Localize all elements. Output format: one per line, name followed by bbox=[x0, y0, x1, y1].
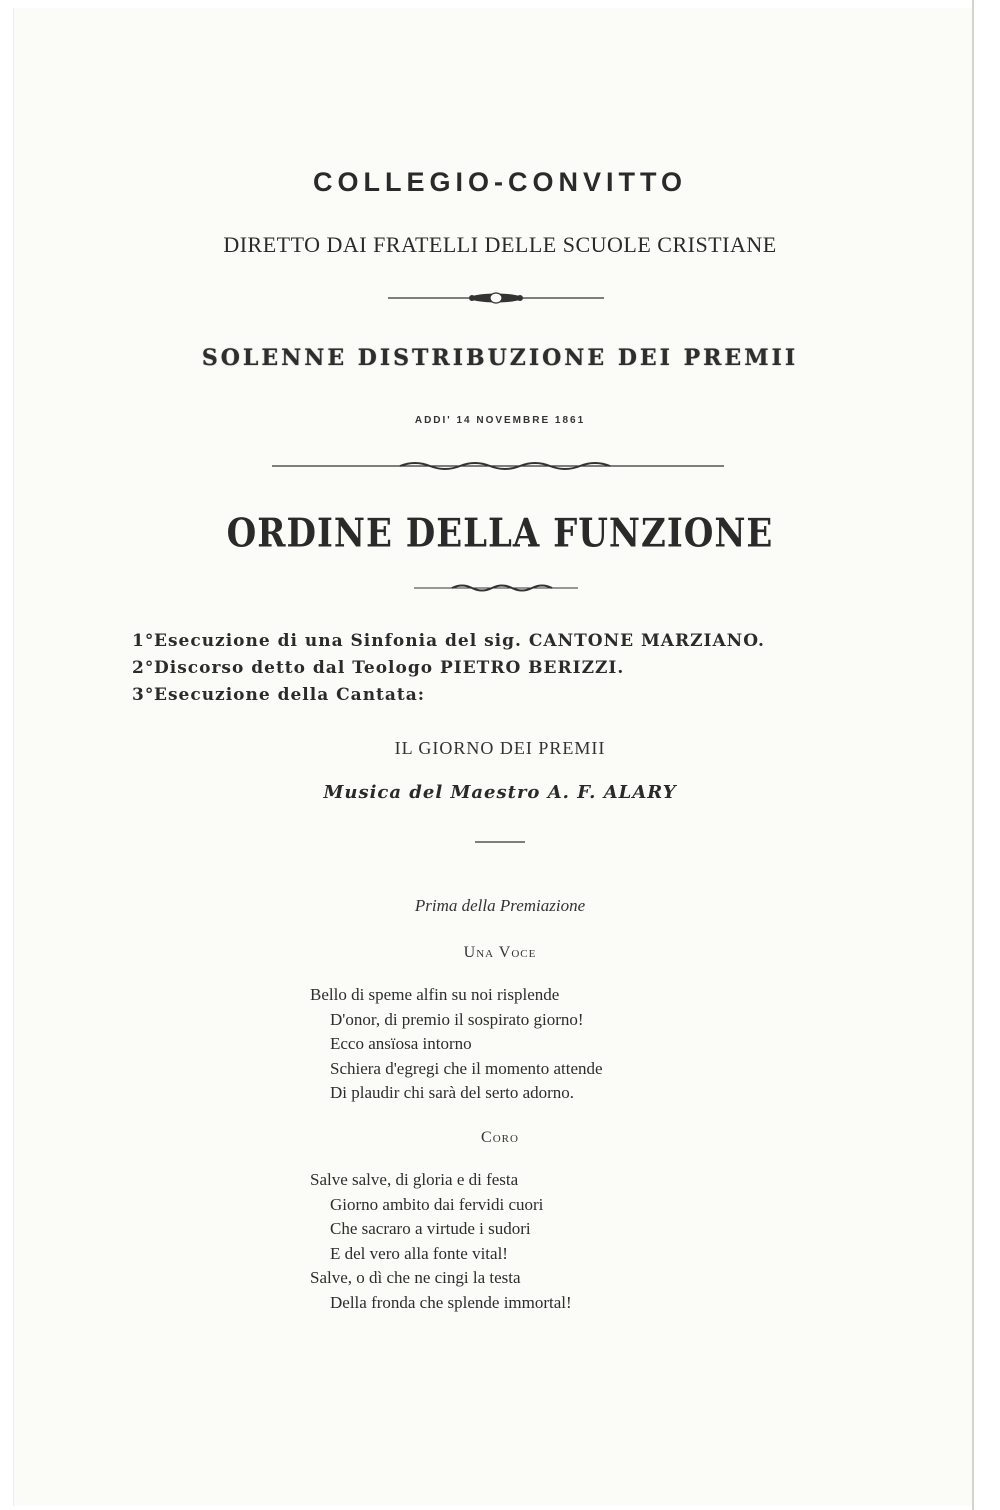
composer-credit: Musica del Maestro A. F. ALARY bbox=[323, 782, 677, 803]
program-item: 2°Discorso detto dal Teologo PIETRO BERIZZI. bbox=[132, 658, 625, 678]
verse-line: Ecco ansïosa intorno bbox=[330, 1034, 472, 1053]
program-list bbox=[132, 628, 892, 709]
verse-line: D'onor, di premio il sospirato giorno! bbox=[330, 1009, 584, 1029]
chorus-verse bbox=[310, 1168, 572, 1315]
event-title: SOLENNE DISTRIBUZIONE DEI PREMII bbox=[201, 345, 799, 371]
event-date: ADDI' 14 NOVEMBRE 1861 bbox=[414, 415, 586, 426]
verse-line: Che sacraro a virtude i sudori bbox=[330, 1219, 531, 1238]
chorus-label: Coro bbox=[481, 1129, 519, 1146]
verse-line: Salve, o dì che ne cingi la testa bbox=[310, 1268, 521, 1287]
verse-line: E del vero alla fonte vital! bbox=[330, 1243, 508, 1263]
institution-title: COLLEGIO-CONVITTO bbox=[313, 167, 687, 197]
ornamental-divider-2 bbox=[270, 458, 726, 474]
order-title: ORDINE DELLA FUNZIONE bbox=[226, 511, 774, 557]
program-item: 1°Esecuzione di una Sinfonia del sig. CANTONE MARZIANO. bbox=[132, 631, 765, 651]
ornamental-divider-1 bbox=[386, 290, 606, 306]
short-rule bbox=[475, 840, 525, 844]
verse-line: Della fronda che splende immortal! bbox=[330, 1292, 572, 1312]
section-heading: Prima della Premiazione bbox=[414, 896, 586, 915]
verse-line: Di plaudir chi sarà del serto adorno. bbox=[330, 1083, 575, 1102]
voice-verse bbox=[310, 983, 603, 1106]
verse-line: Giorno ambito dai fervidi cuori bbox=[330, 1194, 544, 1214]
verse-line: Bello di speme alfin su noi risplende bbox=[310, 985, 560, 1004]
verse-line: Salve salve, di gloria e di festa bbox=[310, 1170, 519, 1189]
verse-line: Schiera d'egregi che il momento attende bbox=[330, 1058, 603, 1078]
cantata-title: IL GIORNO DEI PREMII bbox=[394, 738, 606, 758]
ornamental-divider-3 bbox=[412, 581, 580, 595]
institution-subtitle: DIRETTO DAI FRATELLI DELLE SCUOLE CRISTIANE bbox=[223, 232, 777, 257]
program-item: 3°Esecuzione della Cantata: bbox=[132, 685, 426, 705]
voice-label: Una Voce bbox=[463, 944, 537, 961]
